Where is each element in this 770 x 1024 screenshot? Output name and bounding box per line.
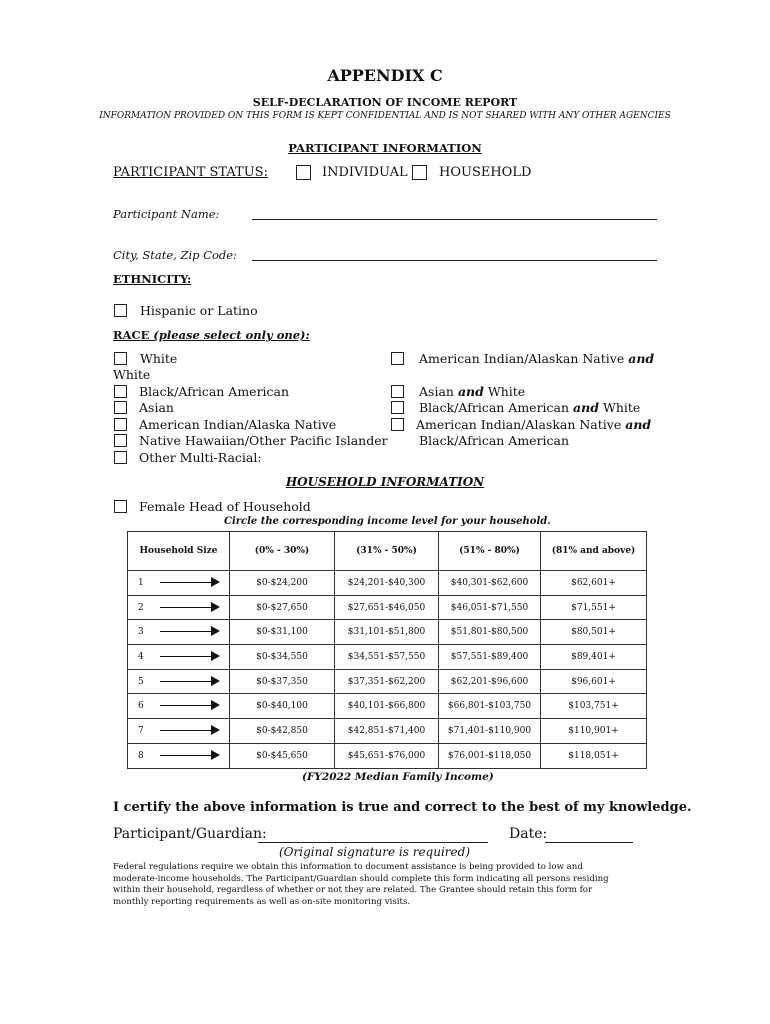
arrow-right-icon — [160, 705, 218, 706]
income-cell[interactable]: $57,551-$89,400 — [439, 645, 541, 670]
income-instruction: Circle the corresponding income level for your household. — [224, 516, 551, 527]
race-nhpi-label: Native Hawaiian/Other Pacific Islander — [139, 433, 388, 448]
income-cell[interactable]: $34,551-$57,550 — [335, 645, 439, 670]
race-black-checkbox[interactable] — [114, 385, 127, 398]
income-cell[interactable]: $0-$34,550 — [230, 645, 335, 670]
race-title: RACE (please select only one): — [113, 328, 310, 342]
income-cell[interactable]: $31,101-$51,800 — [335, 620, 439, 645]
arrow-right-icon — [160, 631, 218, 632]
income-cell[interactable]: $62,601+ — [541, 571, 647, 596]
date-field[interactable] — [545, 842, 633, 843]
income-cell[interactable]: $62,201-$96,600 — [439, 669, 541, 694]
income-cell[interactable]: $37,351-$62,200 — [335, 669, 439, 694]
header-31-50: (31% - 50%) — [335, 532, 439, 571]
income-footnote: (FY2022 Median Family Income) — [302, 771, 494, 783]
income-table — [127, 531, 647, 769]
signature-field[interactable] — [258, 842, 488, 843]
income-cell[interactable]: $0-$42,850 — [230, 719, 335, 744]
arrow-right-icon — [160, 730, 218, 731]
income-cell[interactable]: $0-$24,200 — [230, 571, 335, 596]
participant-status-label: PARTICIPANT STATUS: — [113, 165, 268, 180]
header-0-30: (0% - 30%) — [230, 532, 335, 571]
income-cell[interactable]: $0-$27,650 — [230, 595, 335, 620]
income-cell[interactable]: $51,801-$80,500 — [439, 620, 541, 645]
income-cell[interactable]: $110,901+ — [541, 719, 647, 744]
income-cell[interactable]: $103,751+ — [541, 694, 647, 719]
household-section-title: HOUSEHOLD INFORMATION — [285, 475, 485, 489]
individual-checkbox[interactable] — [296, 165, 311, 180]
participant-section-title: PARTICIPANT INFORMATION — [288, 141, 482, 155]
race-asian-white-checkbox[interactable] — [391, 385, 404, 398]
race-black-white-checkbox[interactable] — [391, 401, 404, 414]
household-size-cell: 7 — [128, 719, 230, 744]
household-size-cell: 6 — [128, 694, 230, 719]
income-cell[interactable]: $96,601+ — [541, 669, 647, 694]
table-row — [128, 645, 647, 670]
race-ai-white-continued: White — [113, 367, 151, 382]
race-multi-checkbox[interactable] — [114, 451, 127, 464]
arrow-right-icon — [160, 582, 218, 583]
certify-statement: I certify the above information is true and correct to the best of my knowledge. — [113, 800, 692, 815]
arrow-right-icon — [160, 755, 218, 756]
table-row — [128, 571, 647, 596]
header-household-size: Household Size — [128, 532, 230, 571]
individual-label: INDIVIDUAL — [322, 165, 408, 180]
date-label: Date: — [509, 826, 548, 842]
income-cell[interactable]: $0-$40,100 — [230, 694, 335, 719]
income-cell[interactable]: $0-$37,350 — [230, 669, 335, 694]
table-row — [128, 669, 647, 694]
household-size-cell: 4 — [128, 645, 230, 670]
hispanic-checkbox[interactable] — [114, 304, 127, 317]
form-title: SELF-DECLARATION OF INCOME REPORT — [252, 96, 518, 109]
confidential-note: INFORMATION PROVIDED ON THIS FORM IS KEPT CONFIDENTIAL AND IS NOT SHARED WITH ANY OTHER AGENCIES — [99, 111, 671, 121]
income-cell[interactable]: $42,851-$71,400 — [335, 719, 439, 744]
income-cell[interactable]: $71,551+ — [541, 595, 647, 620]
race-nhpi-checkbox[interactable] — [114, 434, 127, 447]
table-row — [128, 743, 647, 768]
household-label: HOUSEHOLD — [439, 165, 532, 180]
household-size-cell: 5 — [128, 669, 230, 694]
participant-guardian-label: Participant/Guardian: — [113, 826, 267, 842]
income-cell[interactable]: $89,401+ — [541, 645, 647, 670]
household-size-cell: 1 — [128, 571, 230, 596]
header-51-80: (51% - 80%) — [439, 532, 541, 571]
race-asian-checkbox[interactable] — [114, 401, 127, 414]
table-row — [128, 620, 647, 645]
income-cell[interactable]: $0-$45,650 — [230, 743, 335, 768]
arrow-right-icon — [160, 681, 218, 682]
header-81-above: (81% and above) — [541, 532, 647, 571]
race-ai-white-label: American Indian/Alaskan Native and — [419, 351, 655, 366]
income-cell[interactable]: $71,401-$110,900 — [439, 719, 541, 744]
income-cell[interactable]: $45,651-$76,000 — [335, 743, 439, 768]
race-ai-an-label: American Indian/Alaska Native — [139, 417, 337, 432]
race-ai-black-checkbox[interactable] — [391, 418, 404, 431]
signature-note: (Original signature is required) — [279, 845, 471, 859]
race-black-white-label: Black/African American and White — [419, 400, 641, 415]
table-row — [128, 595, 647, 620]
income-cell[interactable]: $40,101-$66,800 — [335, 694, 439, 719]
race-black-label: Black/African American — [139, 384, 290, 399]
household-size-cell: 2 — [128, 595, 230, 620]
income-cell[interactable]: $0-$31,100 — [230, 620, 335, 645]
race-ai-black-continued: Black/African American — [419, 433, 570, 448]
race-asian-white-label: Asian and White — [419, 384, 526, 399]
income-cell[interactable]: $66,801-$103,750 — [439, 694, 541, 719]
income-cell[interactable]: $24,201-$40,300 — [335, 571, 439, 596]
household-size-cell: 3 — [128, 620, 230, 645]
income-cell[interactable]: $46,051-$71,550 — [439, 595, 541, 620]
arrow-right-icon — [160, 607, 218, 608]
income-cell[interactable]: $27,651-$46,050 — [335, 595, 439, 620]
city-state-zip-field[interactable] — [252, 260, 657, 261]
race-ai-white-checkbox[interactable] — [391, 352, 404, 365]
participant-name-field[interactable] — [252, 219, 657, 220]
race-white-checkbox[interactable] — [114, 352, 127, 365]
female-head-checkbox[interactable] — [114, 500, 127, 513]
table-row — [128, 694, 647, 719]
income-cell[interactable]: $40,301-$62,600 — [439, 571, 541, 596]
household-checkbox[interactable] — [412, 165, 427, 180]
arrow-right-icon — [160, 656, 218, 657]
income-cell[interactable]: $80,501+ — [541, 620, 647, 645]
city-state-zip-label: City, State, Zip Code: — [113, 248, 237, 262]
income-cell[interactable]: $118,051+ — [541, 743, 647, 768]
race-ai-black-label: American Indian/Alaskan Native and — [416, 417, 652, 432]
participant-name-label: Participant Name: — [113, 207, 220, 221]
table-row — [128, 719, 647, 744]
race-asian-label: Asian — [139, 400, 174, 415]
female-head-label: Female Head of Household — [139, 499, 311, 514]
race-ai-an-checkbox[interactable] — [114, 418, 127, 431]
household-size-cell: 8 — [128, 743, 230, 768]
ethnicity-title: ETHNICITY: — [113, 272, 192, 286]
race-white-label: White — [140, 351, 178, 366]
hispanic-label: Hispanic or Latino — [140, 303, 258, 318]
race-multi-label: Other Multi-Racial: — [139, 450, 262, 465]
regulation-text: Federal regulations require we obtain this information to document assistance is being provided to low and moderate-income households. The Participant/Guardian should complete this form indicating all persons residing within their household, regardless of whether or not they are related. The Grantee should retain this form for monthly reporting requirements as well as on-site monitoring visits. — [113, 862, 609, 907]
income-table-header — [128, 532, 647, 571]
appendix-title: APPENDIX C — [327, 66, 443, 85]
income-cell[interactable]: $76,001-$118,050 — [439, 743, 541, 768]
